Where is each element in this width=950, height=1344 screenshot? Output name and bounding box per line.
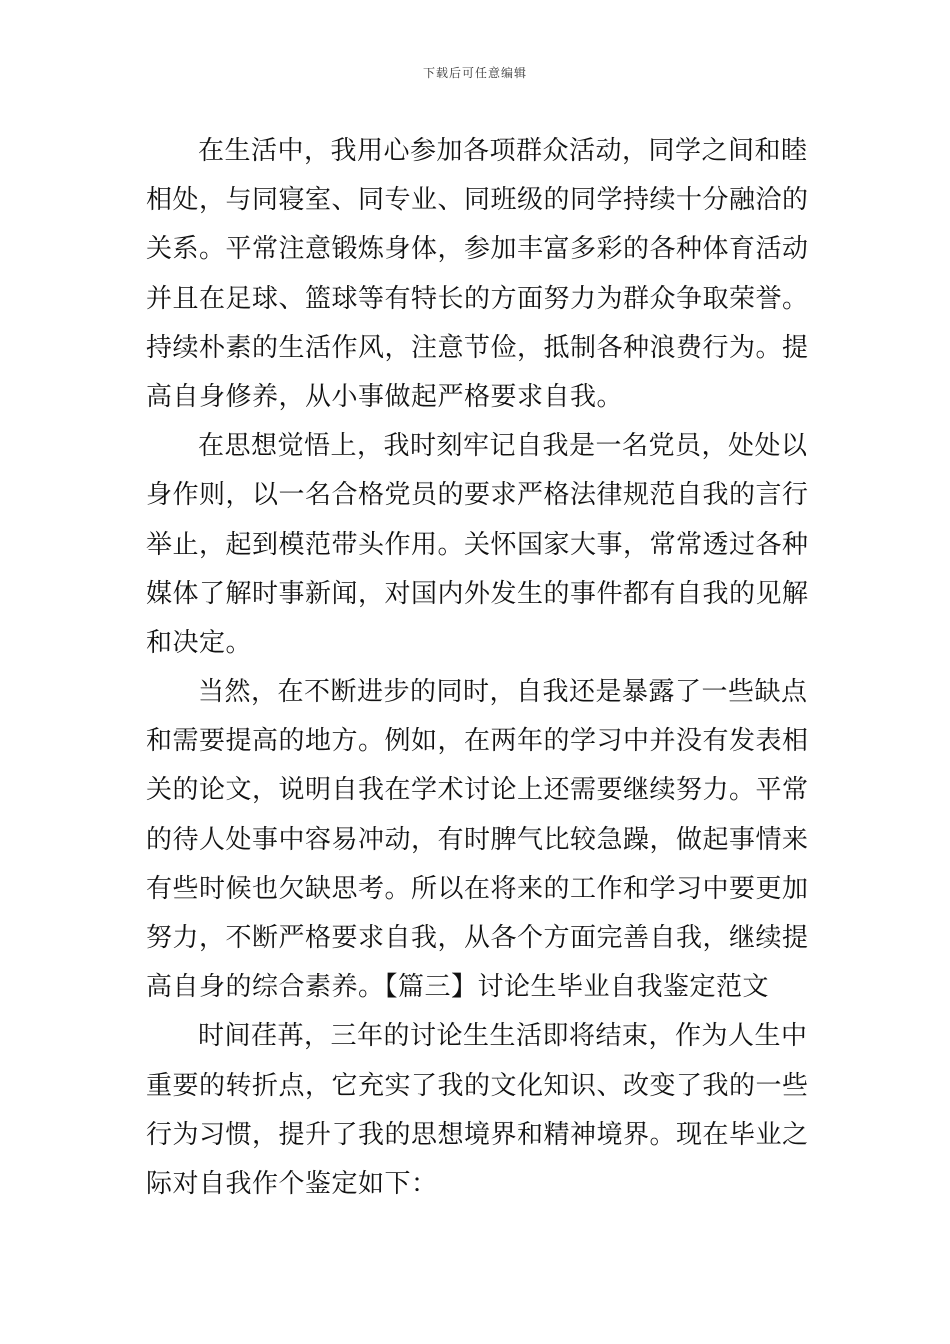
text-line: 在思想觉悟上，我时刻牢记自我是一名党员，处处以 [198,431,808,462]
text-line: 相处，与同寝室、同专业、同班级的同学持续十分融洽的 [146,185,809,216]
text-line: 关系。平常注意锻炼身体，参加丰富多彩的各种体育活动 [146,234,809,265]
text-line: 当然，在不断进步的同时，自我还是暴露了一些缺点 [198,677,808,708]
text-line: 媒体了解时事新闻，对国内外发生的事件都有自我的见解 [146,578,809,609]
text-line: 有些时候也欠缺思考。所以在将来的工作和学习中要更加 [146,873,809,904]
text-line: 关的论文，说明自我在学术讨论上还需要继续努力。平常 [146,775,809,806]
text-line: 高自身的综合素养。【篇三】讨论生毕业自我鉴定范文 [146,972,770,1003]
text-line: 高自身修养，从小事做起严格要求自我。 [146,381,624,412]
text-line: 在生活中，我用心参加各项群众活动，同学之间和睦 [198,136,808,166]
text-line: 身作则，以一名合格党员的要求严格法律规范自我的言行 [146,480,809,511]
text-line: 和决定。 [146,627,253,658]
text-line: 努力，不断严格要求自我，从各个方面完善自我，继续提 [146,923,809,953]
text-line: 的待人处事中容易冲动，有时脾气比较急躁，做起事情来 [146,824,809,855]
text-line: 举止，起到模范带头作用。关怀国家大事，常常透过各种 [146,529,809,560]
text-line: 际对自我作个鉴定如下： [146,1168,438,1199]
text-line: 并且在足球、篮球等有特长的方面努力为群众争取荣誉。 [146,283,809,314]
text-line: 重要的转折点，它充实了我的文化知识、改变了我的一些 [146,1070,809,1101]
document-body [146,127,809,1209]
text-line: 持续朴素的生活作风，注意节俭，抵制各种浪费行为。提 [146,332,809,363]
text-line: 行为习惯，提升了我的思想境界和精神境界。现在毕业之 [146,1119,809,1150]
header-note: 下载后可任意编辑 [422,66,527,80]
text-line: 和需要提高的地方。例如，在两年的学习中并没有发表相 [146,726,809,757]
text-line: 时间荏苒，三年的讨论生生活即将结束，作为人生中 [198,1021,808,1052]
